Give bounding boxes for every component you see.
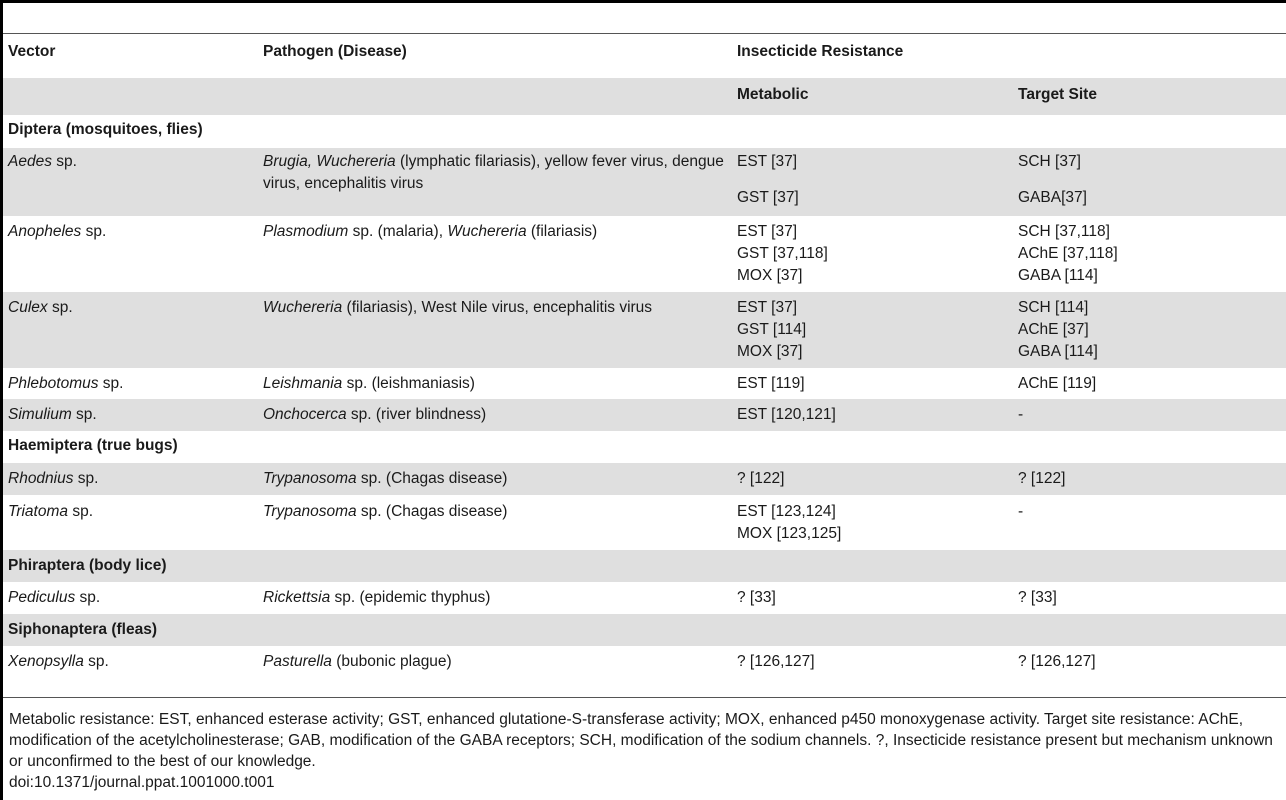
vector-cell: Phlebotomus sp. xyxy=(8,375,124,392)
group-row-haemiptera xyxy=(3,431,1286,463)
col-header-metabolic: Metabolic xyxy=(732,78,1013,115)
metabolic-cell: EST [37] GST [114] MOX [37] xyxy=(732,292,1013,368)
pathogen-cell: Pasturella (bubonic plague) xyxy=(263,653,452,670)
metabolic-cell: EST [120,121] xyxy=(732,399,1013,431)
table-footnote: Metabolic resistance: EST, enhanced esterase activity; GST, enhanced glutatione-S-transferase activity; MOX, enhanced p450 monoxygenase activity. Target site resistance: AChE, modification of the acetylcholinesterase; GAB, modification of the GABA receptors; SCH, modification of the sodium channels. ?, Insecticide resistance present but mechanism unknown or unconfirmed to the best of our knowledge. xyxy=(9,711,1273,770)
vector-cell: Aedes sp. xyxy=(3,148,258,216)
vector-cell: Xenopsylla sp. xyxy=(8,653,109,670)
table-row-aedes xyxy=(3,148,1286,216)
table-row-pediculus xyxy=(3,582,1286,614)
table-row-rhodnius xyxy=(3,463,1286,495)
target-site-cell: ? [122] xyxy=(1013,463,1286,495)
header-row-2 xyxy=(3,78,1286,115)
target-site-cell: ? [33] xyxy=(1018,589,1057,606)
target-site-cell: AChE [119] xyxy=(1018,375,1097,392)
pathogen-cell: Leishmania sp. (leishmaniasis) xyxy=(263,375,475,392)
col-header-vector: Vector xyxy=(8,43,56,60)
metabolic-cell: ? [122] xyxy=(732,463,1013,495)
group-label: Phiraptera (body lice) xyxy=(3,550,1286,582)
vector-cell: Triatoma sp. xyxy=(8,503,93,520)
target-site-cell: SCH [37,118] AChE [37,118] GABA [114] xyxy=(1018,223,1118,284)
pathogen-cell: Rickettsia sp. (epidemic thyphus) xyxy=(263,589,491,606)
pathogen-cell: Trypanosoma sp. (Chagas disease) xyxy=(258,463,732,495)
col-header-target-site: Target Site xyxy=(1013,78,1286,115)
metabolic-cell: ? [126,127] xyxy=(737,653,815,670)
metabolic-cell: ? [33] xyxy=(737,589,776,606)
table-row-anopheles xyxy=(3,216,1286,292)
target-site-cell: SCH [114] AChE [37] GABA [114] xyxy=(1013,292,1286,368)
vector-cell: Simulium sp. xyxy=(3,399,258,431)
table-row-phlebotomus xyxy=(3,368,1286,399)
metabolic-cell: EST [123,124] MOX [123,125] xyxy=(737,503,842,542)
table-row-triatoma xyxy=(3,495,1286,550)
pathogen-cell: Brugia, Wuchereria (lymphatic filariasis), yellow fever virus, dengue virus, encephalitis virus xyxy=(258,148,732,216)
col-header-pathogen: Pathogen (Disease) xyxy=(263,43,407,60)
resistance-table xyxy=(3,41,1286,678)
header-top-rule xyxy=(3,33,1286,34)
pathogen-cell: Onchocerca sp. (river blindness) xyxy=(258,399,732,431)
vector-cell: Pediculus sp. xyxy=(8,589,101,606)
col-header-resistance: Insecticide Resistance xyxy=(737,43,904,60)
group-label: Haemiptera (true bugs) xyxy=(8,437,178,454)
target-site-cell: ? [126,127] xyxy=(1018,653,1096,670)
target-site-cell: - xyxy=(1013,399,1286,431)
table-row-culex xyxy=(3,292,1286,368)
metabolic-cell: EST [119] xyxy=(737,375,805,392)
target-site-cell: - xyxy=(1018,503,1024,520)
vector-cell: Culex sp. xyxy=(3,292,258,368)
vector-cell: Rhodnius sp. xyxy=(3,463,258,495)
group-label: Siphonaptera (fleas) xyxy=(3,614,1286,646)
header-row-1 xyxy=(3,41,1286,78)
group-row-diptera xyxy=(3,115,1286,148)
pathogen-cell: Plasmodium sp. (malaria), Wuchereria (filariasis) xyxy=(263,223,598,240)
group-label: Diptera (mosquitoes, flies) xyxy=(8,121,203,138)
metabolic-cell: EST [37] GST [37] xyxy=(732,148,1013,216)
metabolic-cell: EST [37] GST [37,118] MOX [37] xyxy=(737,223,828,284)
doi-link[interactable]: doi:10.1371/journal.ppat.1001000.t001 xyxy=(9,774,275,791)
table-row-xenopsylla xyxy=(3,646,1286,678)
group-row-phiraptera xyxy=(3,550,1286,582)
frame-top-border xyxy=(0,0,1286,3)
group-row-siphonaptera xyxy=(3,614,1286,646)
table-bottom-rule xyxy=(3,697,1286,698)
vector-cell: Anopheles sp. xyxy=(8,223,107,240)
pathogen-cell: Wuchereria (filariasis), West Nile virus, encephalitis virus xyxy=(258,292,732,368)
table-row-simulium xyxy=(3,399,1286,431)
pathogen-cell: Trypanosoma sp. (Chagas disease) xyxy=(263,503,508,520)
target-site-cell: SCH [37] GABA[37] xyxy=(1013,148,1286,216)
